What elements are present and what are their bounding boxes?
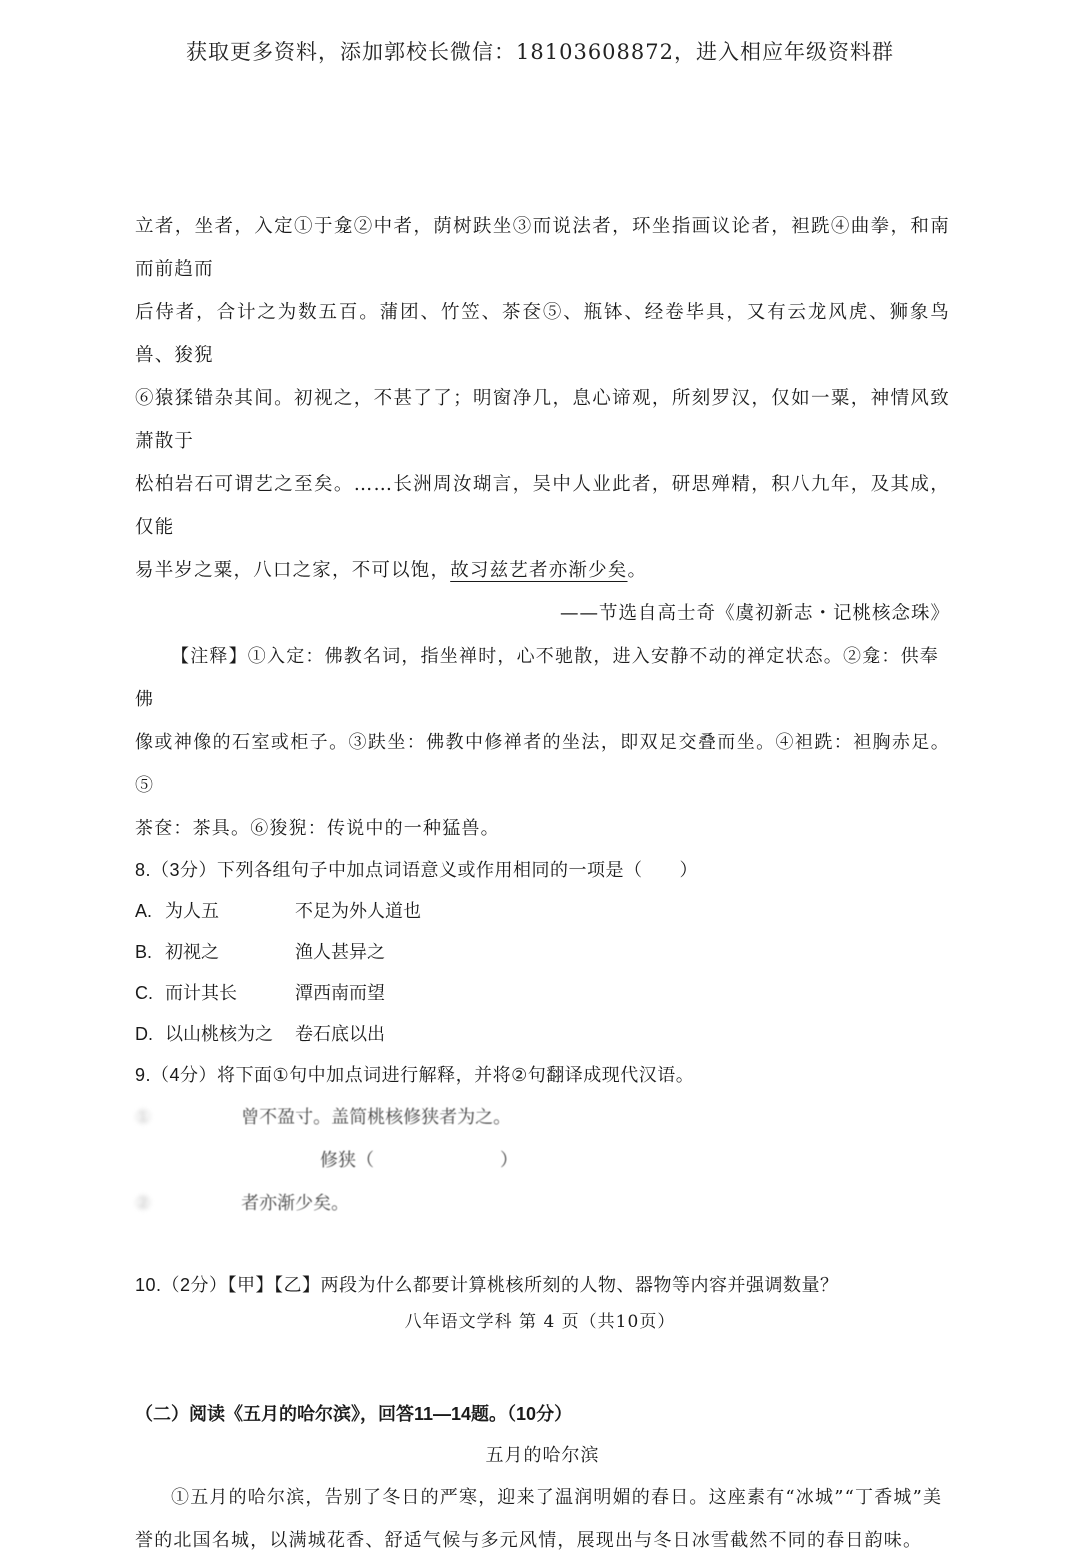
section2-title: （二）阅读《五月的哈尔滨》，回答11—14题。（10分）	[135, 1404, 573, 1424]
choice-right: 潭西南而望	[295, 983, 385, 1003]
choice-letter: C.	[135, 983, 153, 1003]
choice-letter: B.	[135, 942, 153, 962]
q9-line-3-faded: ②	[135, 1193, 152, 1213]
choice-right: 渔人甚异之	[295, 942, 385, 962]
choice-left: 为人五	[165, 901, 219, 921]
article-line-1: ①五月的哈尔滨，告别了冬日的严寒，迎来了温润明媚的春日。这座素有“冰城”“丁香城”美	[171, 1487, 943, 1508]
q8-stem: 8.（3分）下列各组句子中加点词语意义或作用相同的一项是（ ）	[135, 860, 699, 880]
q10-stem: 10.（2分）【甲】【乙】两段为什么都要计算桃核所刻的人物、器物等内容并强调数量？	[135, 1275, 839, 1295]
q8-choice-c[interactable]	[135, 973, 950, 1014]
q9-line-1	[135, 1096, 950, 1139]
q9-line-2[interactable]: 修狭（ ）	[320, 1150, 518, 1170]
notes-line-3: 茶奁：茶具。⑥狻猊：传说中的一种猛兽。	[135, 818, 500, 839]
passage-line-4: 松柏岩石可谓艺之至矣。……长洲周汝瑚言，吴中人业此者，研思殚精，积八九年，及其成，仅能	[135, 474, 950, 538]
page-footer: 八年语文学科 第 4 页（共10页）	[404, 1312, 676, 1332]
notes-line-1: 【注释】①入定：佛教名词，指坐禅时，心不驰散，进入安静不动的禅定状态。②龛：供奉佛	[135, 646, 939, 710]
q9-line-1-faded: ①	[135, 1107, 152, 1127]
q9-line-3	[135, 1182, 950, 1225]
q9-line-3-text: 者亦渐少矣。	[151, 1193, 350, 1213]
q8-choice-a[interactable]	[135, 891, 950, 932]
answer-space	[135, 1225, 950, 1265]
q9-line-1-text: 曾不盈寸。盖简桃核修狭者为之。	[151, 1107, 512, 1127]
passage-source: ——节选自高士奇《虞初新志・记桃核念珠》	[559, 603, 950, 624]
article-title: 五月的哈尔滨	[485, 1445, 600, 1466]
choice-left: 初视之	[165, 942, 219, 962]
header-note: 获取更多资料，添加郭校长微信：18103608872，进入相应年级资料群	[186, 40, 894, 64]
choice-letter: D.	[135, 1024, 153, 1044]
q8-choice-d[interactable]	[135, 1014, 950, 1055]
passage-line-2: 后侍者，合计之为数五百。蒲团、竹笠、茶奁⑤、瓶钵、经卷毕具，又有云龙风虎、狮象鸟兽、狻猊	[135, 302, 950, 366]
q8-choice-b[interactable]	[135, 932, 950, 973]
passage-last-end: 。	[627, 560, 648, 581]
choice-left: 而计其长	[165, 983, 237, 1003]
passage-line-3: ⑥猿猱错杂其间。初视之，不甚了了；明窗净几，息心谛观，所刻罗汉，仅如一粟，神情风致萧散于	[135, 388, 950, 452]
passage-last-plain: 易半岁之粟，八口之家，不可以饱，	[135, 560, 451, 581]
passage-line-5	[135, 549, 950, 592]
choice-right: 不足为外人道也	[295, 901, 421, 921]
choice-right: 卷石底以出	[295, 1024, 385, 1044]
passage-underlined-sentence: 故习兹艺者亦渐少矣	[450, 560, 628, 581]
q9-stem: 9.（4分）将下面①句中加点词进行解释，并将②句翻译成现代汉语。	[135, 1065, 695, 1085]
exam-page	[135, 205, 950, 1562]
choice-left: 以山桃核为之	[165, 1024, 273, 1044]
article-line-2: 誉的北国名城，以满城花香、舒适气候与多元风情，展现出与冬日冰雪截然不同的春日韵味。	[135, 1530, 923, 1551]
passage-line-1: 立者，坐者，入定①于龛②中者，荫树趺坐③而说法者，环坐指画议论者，袒跣④曲拳，和南而前趋而	[135, 216, 950, 280]
notes-line-2: 像或神像的石室或柜子。③趺坐：佛教中修禅者的坐法，即双足交叠而坐。④袒跣：袒胸赤足。⑤	[135, 732, 950, 796]
choice-letter: A.	[135, 901, 153, 921]
